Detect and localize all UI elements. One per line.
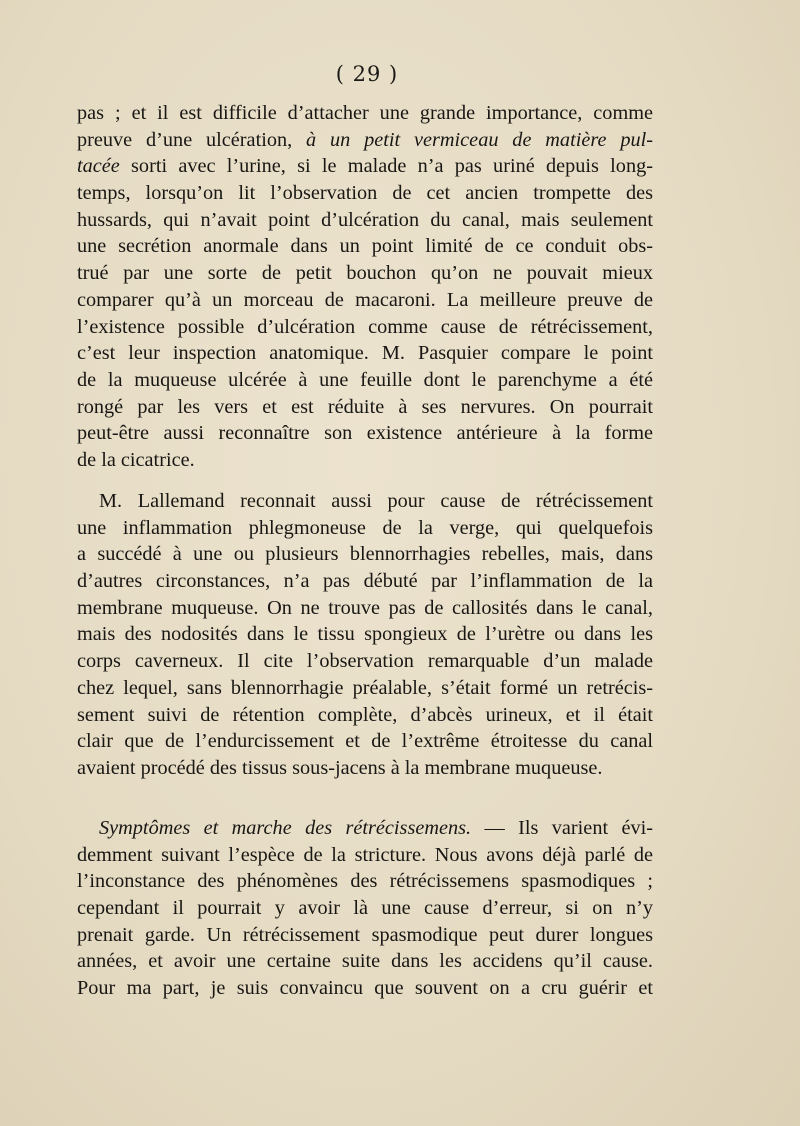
text-run: temps, lorsqu’on lit l’observation de cet ancien trompette des [77,182,653,205]
text-line [77,100,653,127]
text-line [77,675,653,702]
text-line [77,895,653,922]
text-line [77,922,653,949]
text-run: — Ils varient évi- [471,817,653,839]
paragraph-symptomes [77,815,653,1002]
text-line [77,842,653,869]
text-run: cependant il pourrait y avoir là une cause d’erreur, si on n’y [77,897,653,920]
text-line [77,515,653,542]
text-line [77,287,653,314]
text-run: l’existence possible d’ulcération comme cause de rétrécissement, [77,315,653,338]
text-run: Pour ma part, je suis convaincu que souvent on a cru guérir et [77,977,653,1000]
text-run: a succédé à une ou plusieurs blennorrhagies rebelles, mais, dans [77,543,653,566]
text-run: sement suivi de rétention complète, d’abcès urineux, et il était [77,703,653,726]
italic-text: à un petit vermiceau de matière pul- [306,128,653,151]
text-line [77,815,653,842]
text-line [77,367,653,394]
text-run: clair que de l’endurcissement et de l’extrême étroitesse du canal [77,730,653,753]
text-run: de la cicatrice. [77,448,195,471]
text-line [77,447,653,474]
text-run: une inflammation phlegmoneuse de la verge, qui quelquefois [77,516,653,539]
text-line [77,948,653,975]
text-run: de la muqueuse ulcérée à une feuille dont le parenchyme a été [77,368,653,391]
text-line [77,648,653,675]
text-run: pas ; et il est difficile d’attacher une grande importance, comme [77,102,653,124]
text-line [77,260,653,287]
text-run: demment suivant l’espèce de la stricture. Nous avons déjà parlé de [77,843,653,866]
text-line [77,394,653,421]
text-line [77,488,653,515]
text-run: M. Lallemand reconnait aussi pour cause de rétrécissement [99,490,653,512]
text-line [77,180,653,207]
text-line [77,868,653,895]
text-line [77,975,653,1002]
text-run: chez lequel, sans blennorrhagie préalable, s’était formé un retrécis- [77,676,653,699]
text-line [77,340,653,367]
text-run: comparer qu’à un morceau de macaroni. La meilleure preuve de [77,288,653,311]
paragraph-lallemand [77,488,653,782]
text-run: peut-être aussi reconnaître son existence antérieure à la forme [77,422,653,445]
text-run: prenait garde. Un rétrécissement spasmodique peut durer longues [77,923,653,946]
text-run: années, et avoir une certaine suite dans les accidens qu’il cause. [77,950,653,973]
text-run: c’est leur inspection anatomique. M. Pasquier compare le point [77,342,653,365]
text-line [77,755,653,782]
italic-text: Symptômes et marche des rétrécissemens. [99,817,472,839]
text-run: corps caverneux. Il cite l’observation remarquable d’un malade [77,650,653,673]
text-line [77,314,653,341]
text-run: une secrétion anormale dans un point limité de ce conduit obs- [77,235,653,258]
text-run: hussards, qui n’avait point d’ulcération du canal, mais seulement [77,208,653,231]
text-line [77,207,653,234]
text-line [77,233,653,260]
italic-text: tacée [77,155,120,178]
text-line [77,420,653,447]
text-line [77,702,653,729]
text-line [77,568,653,595]
text-line [77,728,653,755]
text-run: trué par une sorte de petit bouchon qu’on ne pouvait mieux [77,262,653,285]
text-run: preuve d’une ulcération, [77,128,307,151]
page-number: ( 29 ) [335,62,399,86]
text-line [77,595,653,622]
text-run: rongé par les vers et est réduite à ses nervures. On pourrait [77,395,653,418]
text-line [77,621,653,648]
text-line [77,153,653,180]
text-run [77,817,99,839]
text-run: sorti avec l’urine, si le malade n’a pas uriné depuis long- [119,155,653,178]
paragraph-ulceration [77,100,653,474]
text-run: membrane muqueuse. On ne trouve pas de callosités dans le canal, [77,596,653,619]
text-run: d’autres circonstances, n’a pas débuté par l’inflammation de la [77,570,653,593]
text-run: avaient procédé des tissus sous-jacens à la membrane muqueuse. [77,756,603,779]
text-line [77,541,653,568]
text-run: mais des nodosités dans le tissu spongieux de l’urètre ou dans les [77,623,653,646]
text-line [77,127,653,154]
text-run: l’inconstance des phénomènes des rétrécissemens spasmodiques ; [77,870,653,893]
